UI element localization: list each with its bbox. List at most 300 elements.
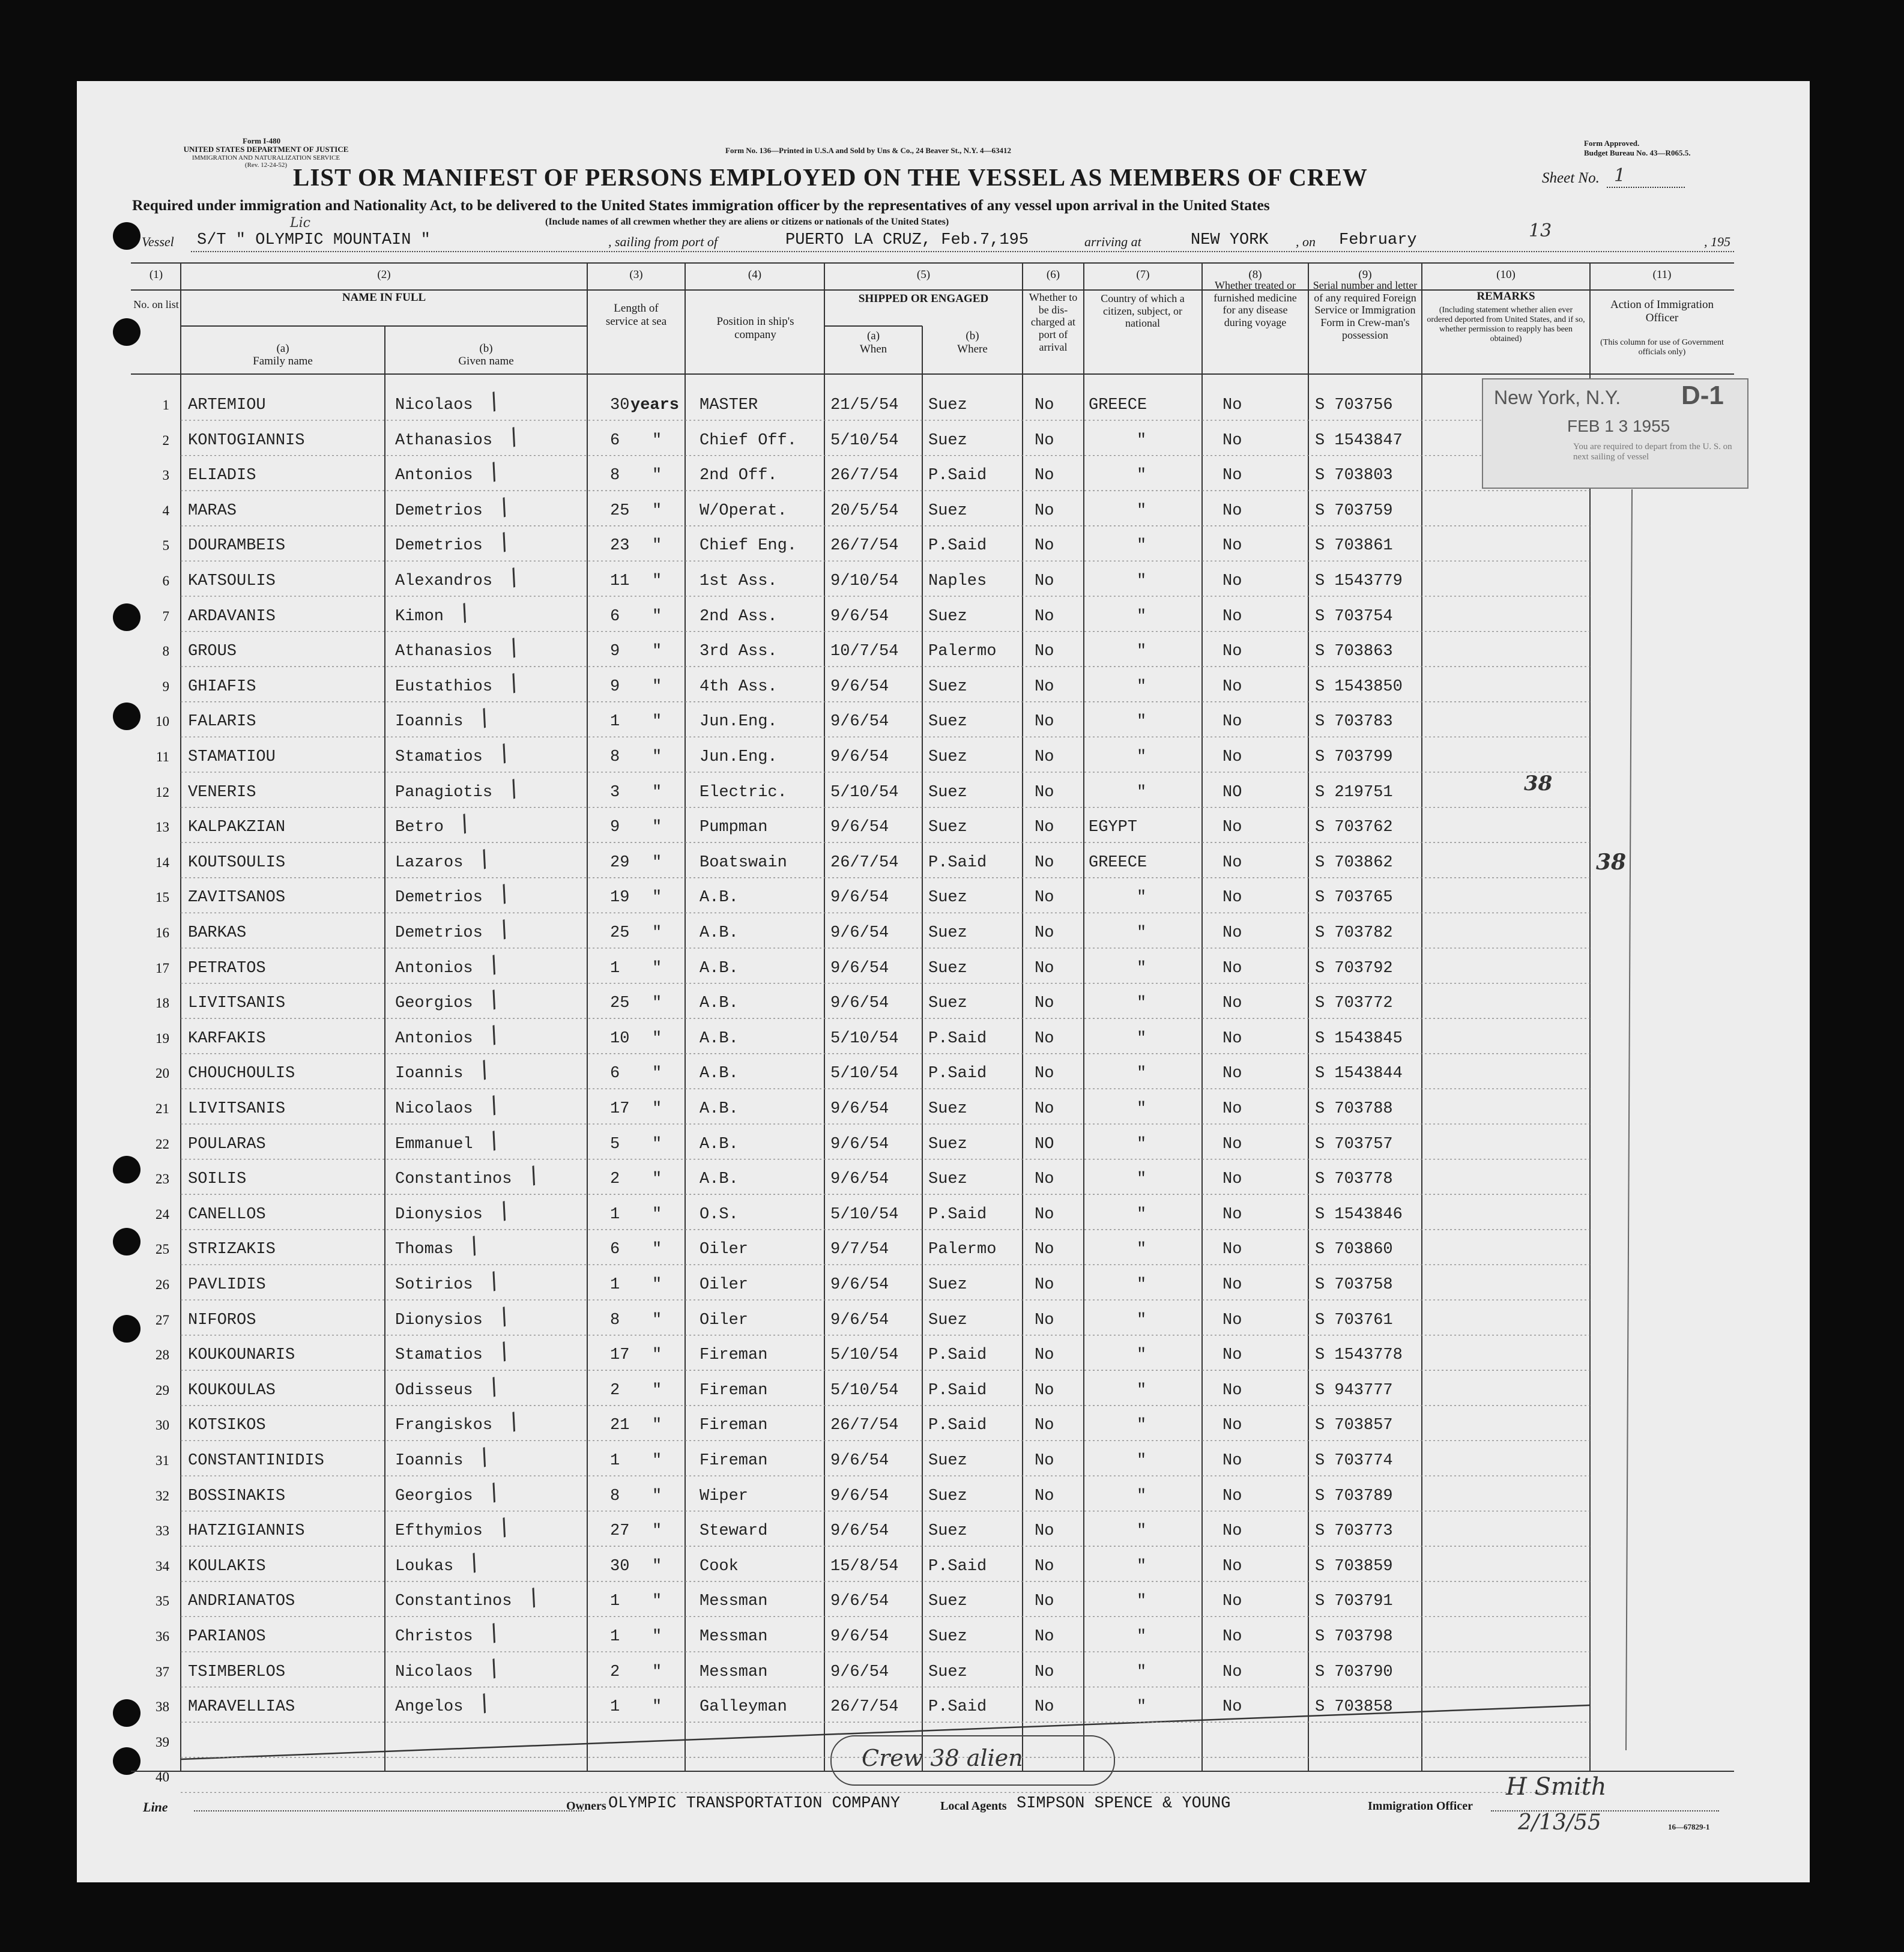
agency-line: UNITED STATES DEPARTMENT OF JUSTICE: [183, 145, 349, 154]
serial-cell: S 703792: [1315, 959, 1393, 978]
position-cell: Pumpman: [700, 818, 768, 837]
where-cell: Suez: [928, 1487, 967, 1505]
position-cell: Chief Eng.: [700, 537, 797, 555]
country-cell: ": [1137, 1416, 1147, 1435]
country-cell: ": [1137, 1452, 1147, 1470]
serial-cell: S 703789: [1315, 1487, 1393, 1505]
where-cell: Suez: [928, 1135, 967, 1153]
col-10-number: (10): [1496, 268, 1516, 281]
discharged-cell: No: [1035, 783, 1054, 802]
length-unit-cell: ": [652, 431, 662, 450]
length-cell: 30: [610, 1557, 630, 1576]
discharged-cell: No: [1035, 1276, 1054, 1294]
treated-cell: No: [1222, 748, 1242, 766]
check-mark-icon: /: [465, 1548, 482, 1576]
row-number-cell: 24: [156, 1206, 169, 1222]
arrival-day: 13: [1529, 220, 1552, 241]
row-number-cell: 17: [156, 960, 169, 976]
serial-cell: S 1543779: [1315, 572, 1403, 590]
length-cell: 3: [610, 783, 620, 802]
when-cell: 9/6/54: [830, 1522, 889, 1541]
where-cell: Suez: [928, 1663, 967, 1681]
where-cell: P.Said: [928, 467, 987, 485]
immigration-officer-label: Immigration Officer: [1368, 1799, 1473, 1813]
row-number-cell: 35: [156, 1594, 169, 1609]
length-unit-cell: ": [652, 1346, 662, 1365]
given-name-cell: Betro: [395, 818, 444, 837]
given-name-cell: Emmanuel: [395, 1135, 473, 1153]
given-name-cell: Georgios: [395, 994, 473, 1013]
check-mark-icon: /: [456, 809, 473, 838]
length-cell: 25: [610, 994, 630, 1013]
country-cell: ": [1137, 1276, 1147, 1294]
check-mark-icon: /: [495, 1196, 512, 1224]
when-cell: 5/10/54: [830, 783, 899, 802]
sheet-no: 1: [1614, 165, 1626, 186]
country-cell: EGYPT: [1089, 818, 1138, 837]
family-name-cell: POULARAS: [188, 1135, 266, 1153]
where-cell: Suez: [928, 783, 967, 802]
discharged-cell: No: [1035, 1205, 1054, 1224]
col-remarks-note: (Including statement whether alien ever ordered deported from United States, and if so, whether permission to reapply has been obtained): [1427, 306, 1585, 344]
country-cell: ": [1137, 783, 1147, 802]
given-name-cell: Kimon: [395, 607, 444, 626]
position-cell: A.B.: [700, 1100, 739, 1118]
col-family-a: (a): [276, 342, 289, 355]
given-name-cell: Nicolaos: [395, 396, 473, 414]
length-unit-cell: ": [652, 889, 662, 907]
serial-cell: S 703860: [1315, 1240, 1393, 1259]
position-cell: A.B.: [700, 994, 739, 1013]
where-cell: P.Said: [928, 1029, 987, 1048]
serial-cell: S 703803: [1315, 467, 1393, 485]
country-cell: ": [1137, 1346, 1147, 1365]
position-cell: Messman: [700, 1592, 768, 1611]
length-unit-cell: ": [652, 1135, 662, 1153]
treated-cell: No: [1222, 467, 1242, 485]
length-cell: 1: [610, 1452, 620, 1470]
family-name-cell: PAVLIDIS: [188, 1276, 266, 1294]
treated-cell: No: [1222, 1346, 1242, 1365]
arriving-port: NEW YORK: [1191, 231, 1269, 249]
serial-cell: S 943777: [1315, 1381, 1393, 1400]
length-cell: 1: [610, 1276, 620, 1294]
treated-cell: No: [1222, 501, 1242, 520]
given-name-cell: Antonios: [395, 467, 473, 485]
when-cell: 9/6/54: [830, 1452, 889, 1470]
position-cell: Oiler: [700, 1276, 749, 1294]
family-name-cell: ARTEMIOU: [188, 396, 266, 414]
position-cell: Fireman: [700, 1452, 768, 1470]
where-cell: Suez: [928, 1628, 967, 1646]
row-number-cell: 40: [156, 1769, 169, 1785]
country-cell: ": [1137, 994, 1147, 1013]
serial-cell: S 703790: [1315, 1663, 1393, 1681]
length-unit-cell: ": [652, 1311, 662, 1329]
check-mark-icon: /: [495, 1513, 512, 1541]
form-approved: Form Approved.: [1584, 139, 1640, 148]
family-name-cell: BARKAS: [188, 924, 247, 942]
col-8-number: (8): [1248, 268, 1262, 281]
treated-cell: No: [1222, 1276, 1242, 1294]
serial-cell: S 1543778: [1315, 1346, 1403, 1365]
treated-cell: No: [1222, 1698, 1242, 1717]
page-title: LIST OR MANIFEST OF PERSONS EMPLOYED ON THE VESSEL AS MEMBERS OF CREW: [293, 163, 1368, 191]
family-name-cell: GHIAFIS: [188, 677, 256, 696]
discharged-cell: No: [1035, 1487, 1054, 1505]
when-cell: 9/6/54: [830, 1100, 889, 1118]
where-cell: Palermo: [928, 642, 997, 661]
length-cell: 11: [610, 572, 630, 590]
serial-cell: S 219751: [1315, 783, 1393, 802]
treated-cell: No: [1222, 1029, 1242, 1048]
position-cell: A.B.: [700, 924, 739, 942]
when-cell: 9/6/54: [830, 889, 889, 907]
where-cell: Suez: [928, 677, 967, 696]
row-number-cell: 8: [162, 644, 169, 659]
country-cell: ": [1137, 677, 1147, 696]
treated-cell: No: [1222, 959, 1242, 978]
family-name-cell: ARDAVANIS: [188, 607, 276, 626]
treated-cell: No: [1222, 889, 1242, 907]
discharged-cell: No: [1035, 1346, 1054, 1365]
given-name-cell: Ioannis: [395, 713, 464, 731]
treated-cell: No: [1222, 1100, 1242, 1118]
length-cell: 8: [610, 748, 620, 766]
row-number-cell: 22: [156, 1136, 169, 1152]
length-unit-cell: ": [652, 677, 662, 696]
length-cell: 27: [610, 1522, 630, 1541]
length-unit-cell: ": [652, 748, 662, 766]
position-cell: 3rd Ass.: [700, 642, 778, 661]
row-number-cell: 20: [156, 1066, 169, 1081]
length-cell: 17: [610, 1346, 630, 1365]
given-name-cell: Odisseus: [395, 1381, 473, 1400]
serial-cell: S 703788: [1315, 1100, 1393, 1118]
row-number-cell: 37: [156, 1664, 169, 1679]
length-cell: 9: [610, 642, 620, 661]
length-unit-cell: ": [652, 1452, 662, 1470]
length-cell: 23: [610, 537, 630, 555]
length-cell: 25: [610, 924, 630, 942]
length-unit-cell: ": [652, 1416, 662, 1435]
where-cell: Suez: [928, 889, 967, 907]
treated-cell: No: [1222, 994, 1242, 1013]
length-cell: 1: [610, 1205, 620, 1224]
length-unit-cell: ": [652, 853, 662, 872]
country-cell: ": [1137, 1311, 1147, 1329]
when-cell: 9/6/54: [830, 607, 889, 626]
length-cell: 10: [610, 1029, 630, 1048]
when-cell: 26/7/54: [830, 853, 899, 872]
col-2-number: (2): [377, 268, 391, 281]
col-no-on-list: No. on list: [133, 298, 179, 310]
treated-cell: No: [1222, 642, 1242, 661]
length-cell: 1: [610, 1698, 620, 1717]
col-treated: Whether treated or furnished medicine for any disease during voyage: [1213, 279, 1297, 329]
where-cell: Suez: [928, 1276, 967, 1294]
when-cell: 5/10/54: [830, 1205, 899, 1224]
treated-cell: No: [1222, 1416, 1242, 1435]
when-cell: 9/6/54: [830, 1487, 889, 1505]
check-mark-icon: /: [485, 1267, 502, 1295]
on-label: , on: [1296, 234, 1316, 249]
treated-cell: No: [1222, 924, 1242, 942]
position-cell: Messman: [700, 1628, 768, 1646]
length-cell: 2: [610, 1663, 620, 1681]
country-cell: ": [1137, 572, 1147, 590]
check-mark-icon: /: [485, 1478, 502, 1506]
when-cell: 5/10/54: [830, 1346, 899, 1365]
when-cell: 5/10/54: [830, 1065, 899, 1083]
serial-cell: S 703772: [1315, 994, 1393, 1013]
family-name-cell: KALPAKZIAN: [188, 818, 286, 837]
row-number-cell: 3: [162, 468, 169, 483]
row-number-cell: 9: [162, 678, 169, 694]
serial-cell: S 703774: [1315, 1452, 1393, 1470]
check-mark-icon: /: [505, 422, 522, 450]
serial-cell: S 703778: [1315, 1170, 1393, 1189]
manifest-sheet: [77, 81, 1810, 1882]
stamp-code: D-1: [1681, 381, 1724, 410]
given-name-cell: Athanasios: [395, 642, 493, 661]
when-cell: 9/6/54: [830, 1592, 889, 1611]
row-number-cell: 34: [156, 1558, 169, 1574]
where-cell: Suez: [928, 396, 967, 414]
treated-cell: No: [1222, 1628, 1242, 1646]
country-cell: ": [1137, 1557, 1147, 1576]
length-unit-cell: ": [652, 537, 662, 555]
col-position: Position in ship's company: [716, 315, 794, 341]
agency-line: (Rev. 12-24-52): [244, 162, 288, 169]
length-cell: 1: [610, 1592, 620, 1611]
length-cell: 8: [610, 1487, 620, 1505]
serial-cell: S 703857: [1315, 1416, 1393, 1435]
discharged-cell: No: [1035, 1522, 1054, 1541]
length-cell: 9: [610, 818, 620, 837]
col-4-number: (4): [748, 268, 762, 281]
country-cell: ": [1137, 748, 1147, 766]
col-7-number: (7): [1136, 268, 1150, 281]
discharged-cell: No: [1035, 396, 1054, 414]
country-cell: ": [1137, 1029, 1147, 1048]
treated-cell: No: [1222, 1311, 1242, 1329]
row-number-cell: 32: [156, 1488, 169, 1503]
given-name-cell: Demetrios: [395, 924, 483, 942]
length-unit-cell: ": [652, 1029, 662, 1048]
row-number-cell: 36: [156, 1629, 169, 1644]
check-mark-icon: /: [505, 1407, 522, 1436]
family-name-cell: VENERIS: [188, 783, 256, 802]
row-number-cell: 14: [156, 854, 169, 870]
country-cell: ": [1137, 1522, 1147, 1541]
when-cell: 26/7/54: [830, 1416, 899, 1435]
serial-cell: S 703861: [1315, 537, 1393, 555]
discharged-cell: No: [1035, 501, 1054, 520]
given-name-cell: Loukas: [395, 1557, 454, 1576]
row-number-cell: 30: [156, 1418, 169, 1433]
check-mark-icon: /: [465, 1231, 482, 1260]
position-cell: MASTER: [700, 396, 758, 414]
row-number-cell: 16: [156, 925, 169, 940]
treated-cell: No: [1222, 713, 1242, 731]
position-cell: Oiler: [700, 1311, 749, 1329]
where-cell: P.Said: [928, 1381, 987, 1400]
country-cell: ": [1137, 642, 1147, 661]
col-discharged: Whether to be dis-charged at port of arrival: [1029, 291, 1078, 353]
where-cell: Suez: [928, 1592, 967, 1611]
length-unit-cell: ": [652, 713, 662, 731]
serial-cell: S 703773: [1315, 1522, 1393, 1541]
length-unit-cell: ": [652, 1628, 662, 1646]
check-mark-icon: /: [485, 950, 502, 978]
sailing-port: PUERTO LA CRUZ, Feb.7,195: [785, 231, 1029, 249]
length-cell: 30: [610, 396, 630, 414]
length-unit-cell: ": [652, 783, 662, 802]
when-cell: 21/5/54: [830, 396, 899, 414]
given-name-cell: Demetrios: [395, 501, 483, 520]
serial-cell: S 703782: [1315, 924, 1393, 942]
family-name-cell: PETRATOS: [188, 959, 266, 978]
length-unit-cell: ": [652, 1487, 662, 1505]
check-mark-icon: /: [505, 668, 522, 696]
when-cell: 9/6/54: [830, 994, 889, 1013]
serial-cell: S 703798: [1315, 1628, 1393, 1646]
discharged-cell: No: [1035, 467, 1054, 485]
row-number-cell: 26: [156, 1277, 169, 1292]
ink-mark: Lic: [290, 216, 310, 231]
discharged-cell: NO: [1035, 1135, 1054, 1153]
length-unit-cell: ": [652, 959, 662, 978]
position-cell: A.B.: [700, 959, 739, 978]
family-name-cell: STRIZAKIS: [188, 1240, 276, 1259]
length-unit-cell: ": [652, 1065, 662, 1083]
length-cell: 19: [610, 889, 630, 907]
position-cell: Chief Off.: [700, 431, 797, 450]
when-cell: 9/6/54: [830, 924, 889, 942]
stamp-text: You are required to depart from the U. S. on next sailing of vessel: [1573, 442, 1732, 462]
discharged-cell: No: [1035, 959, 1054, 978]
family-name-cell: ZAVITSANOS: [188, 889, 286, 907]
serial-cell: S 703783: [1315, 713, 1393, 731]
col-5-number: (5): [916, 268, 931, 281]
owners-label: Owners: [566, 1799, 606, 1813]
family-name-cell: KOUKOUNARIS: [188, 1346, 295, 1365]
row-number-cell: 25: [156, 1242, 169, 1257]
discharged-cell: No: [1035, 1029, 1054, 1048]
where-cell: Suez: [928, 748, 967, 766]
row-number-cell: 7: [162, 608, 169, 624]
length-unit-cell: ": [652, 1100, 662, 1118]
family-name-cell: TSIMBERLOS: [188, 1663, 286, 1681]
treated-cell: No: [1222, 1663, 1242, 1681]
position-cell: 4th Ass.: [700, 677, 778, 696]
family-name-cell: ANDRIANATOS: [188, 1592, 295, 1611]
when-cell: 9/6/54: [830, 1276, 889, 1294]
check-mark-icon: /: [505, 774, 522, 802]
sailing-label: , sailing from port of: [608, 234, 718, 249]
discharged-cell: No: [1035, 1592, 1054, 1611]
length-cell: 17: [610, 1100, 630, 1118]
position-cell: W/Operat.: [700, 501, 787, 520]
col-where: Where: [957, 343, 988, 355]
where-cell: Suez: [928, 1311, 967, 1329]
position-cell: Jun.Eng.: [700, 713, 778, 731]
length-unit-cell: ": [652, 1592, 662, 1611]
family-name-cell: PARIANOS: [188, 1628, 266, 1646]
when-cell: 26/7/54: [830, 467, 899, 485]
family-name-cell: HATZIGIANNIS: [188, 1522, 305, 1541]
agency-line: IMMIGRATION AND NATURALIZATION SERVICE: [192, 154, 340, 162]
length-cell: 1: [610, 959, 620, 978]
given-name-cell: Stamatios: [395, 748, 483, 766]
length-cell: 9: [610, 677, 620, 696]
position-cell: 1st Ass.: [700, 572, 778, 590]
when-cell: 5/10/54: [830, 431, 899, 450]
when-cell: 9/6/54: [830, 677, 889, 696]
check-mark-icon: /: [495, 739, 512, 767]
col-family-name: Family name: [253, 355, 313, 367]
country-cell: ": [1137, 889, 1147, 907]
country-cell: GREECE: [1089, 396, 1147, 414]
where-cell: Suez: [928, 1100, 967, 1118]
row-number-cell: 4: [162, 503, 169, 518]
row-number-cell: 13: [156, 820, 169, 835]
given-name-cell: Dionysios: [395, 1311, 483, 1329]
length-cell: 8: [610, 1311, 620, 1329]
check-mark-icon: /: [495, 880, 512, 908]
treated-cell: NO: [1222, 783, 1242, 802]
length-cell: 1: [610, 1628, 620, 1646]
country-cell: ": [1137, 467, 1147, 485]
col-length: Length of service at sea: [605, 302, 667, 328]
family-name-cell: BOSSINAKIS: [188, 1487, 286, 1505]
treated-cell: No: [1222, 607, 1242, 626]
officer-signature: H Smith: [1506, 1773, 1607, 1801]
country-cell: ": [1137, 713, 1147, 731]
given-name-cell: Frangiskos: [395, 1416, 493, 1435]
position-cell: 2nd Ass.: [700, 607, 778, 626]
length-unit-cell: ": [652, 1522, 662, 1541]
family-name-cell: FALARIS: [188, 713, 256, 731]
discharged-cell: No: [1035, 853, 1054, 872]
given-name-cell: Dionysios: [395, 1205, 483, 1224]
length-cell: 25: [610, 501, 630, 520]
check-mark-icon: /: [485, 458, 502, 486]
treated-cell: No: [1222, 818, 1242, 837]
length-unit-cell: ": [652, 1381, 662, 1400]
col-3-number: (3): [629, 268, 643, 281]
col-given-name: Given name: [458, 355, 514, 367]
position-cell: A.B.: [700, 1170, 739, 1189]
where-cell: Suez: [928, 1522, 967, 1541]
when-cell: 26/7/54: [830, 1698, 899, 1717]
length-cell: 2: [610, 1381, 620, 1400]
country-cell: GREECE: [1089, 853, 1147, 872]
remarks-mark: 38: [1596, 850, 1627, 875]
given-name-cell: Eustathios: [395, 677, 493, 696]
treated-cell: No: [1222, 1452, 1242, 1470]
discharged-cell: No: [1035, 994, 1054, 1013]
position-cell: A.B.: [700, 1029, 739, 1048]
position-cell: Fireman: [700, 1346, 768, 1365]
length-unit-cell: ": [652, 572, 662, 590]
check-mark-icon: /: [485, 1372, 502, 1400]
where-cell: Suez: [928, 959, 967, 978]
given-name-cell: Sotirios: [395, 1276, 473, 1294]
when-cell: 9/6/54: [830, 1663, 889, 1681]
row-number-cell: 19: [156, 1030, 169, 1046]
